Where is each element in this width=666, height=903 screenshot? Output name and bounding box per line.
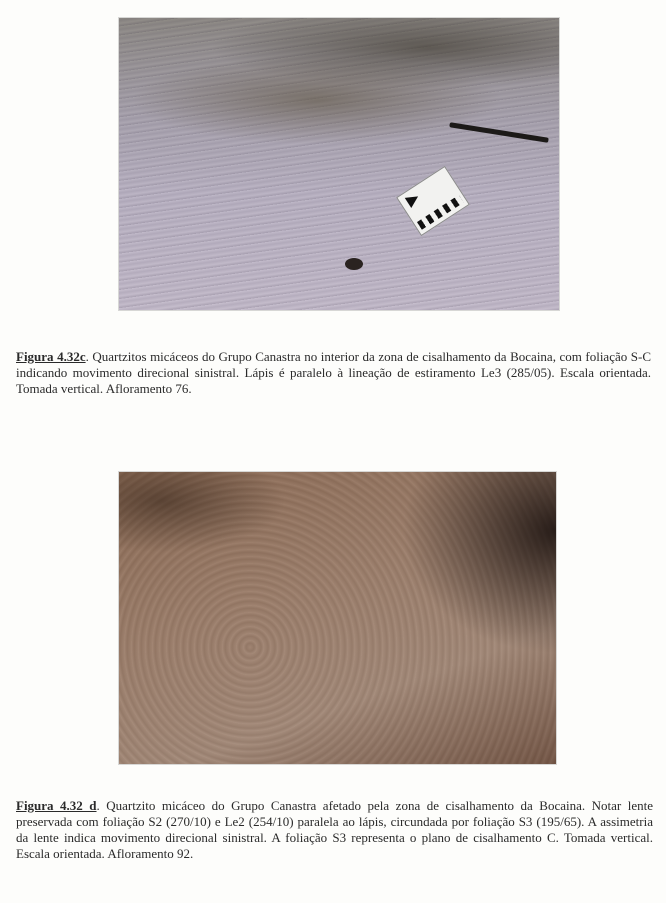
figure-label: Figura 4.32 d bbox=[16, 798, 97, 813]
pencil bbox=[449, 122, 549, 143]
figure-caption-4-32c bbox=[16, 349, 651, 397]
dark-pebble bbox=[345, 258, 363, 270]
outcrop-photo-76 bbox=[119, 18, 559, 310]
figure-caption-4-32d bbox=[16, 798, 653, 862]
scale-bar bbox=[417, 195, 464, 230]
north-arrow-icon bbox=[405, 191, 422, 208]
outcrop-photo-92 bbox=[119, 472, 556, 764]
oriented-scale-card bbox=[396, 166, 470, 236]
figure-label: Figura 4.32c bbox=[16, 349, 86, 364]
caption-text: . Quartzito micáceo do Grupo Canastra afetado pela zona de cisalhamento da Bocaina. Notar lente preservada com foliação S2 (270/10) e Le2 (254/10) paralela ao lápis, circundada por foliação S3 (195/65). A assimetria da lente indica movimento direcional sinistral. A foliação S3 representa o plano de cisalhamento C. Tomada vertical. Escala orientada. Afloramento 92. bbox=[16, 798, 653, 861]
caption-text: . Quartzitos micáceos do Grupo Canastra no interior da zona de cisalhamento da Bocaina, com foliação S-C indicando movimento direcional sinistral. Lápis é paralelo à lineação de estiramento Le3 (285/05). Escala orientada. Tomada vertical. Afloramento 76. bbox=[16, 349, 652, 396]
